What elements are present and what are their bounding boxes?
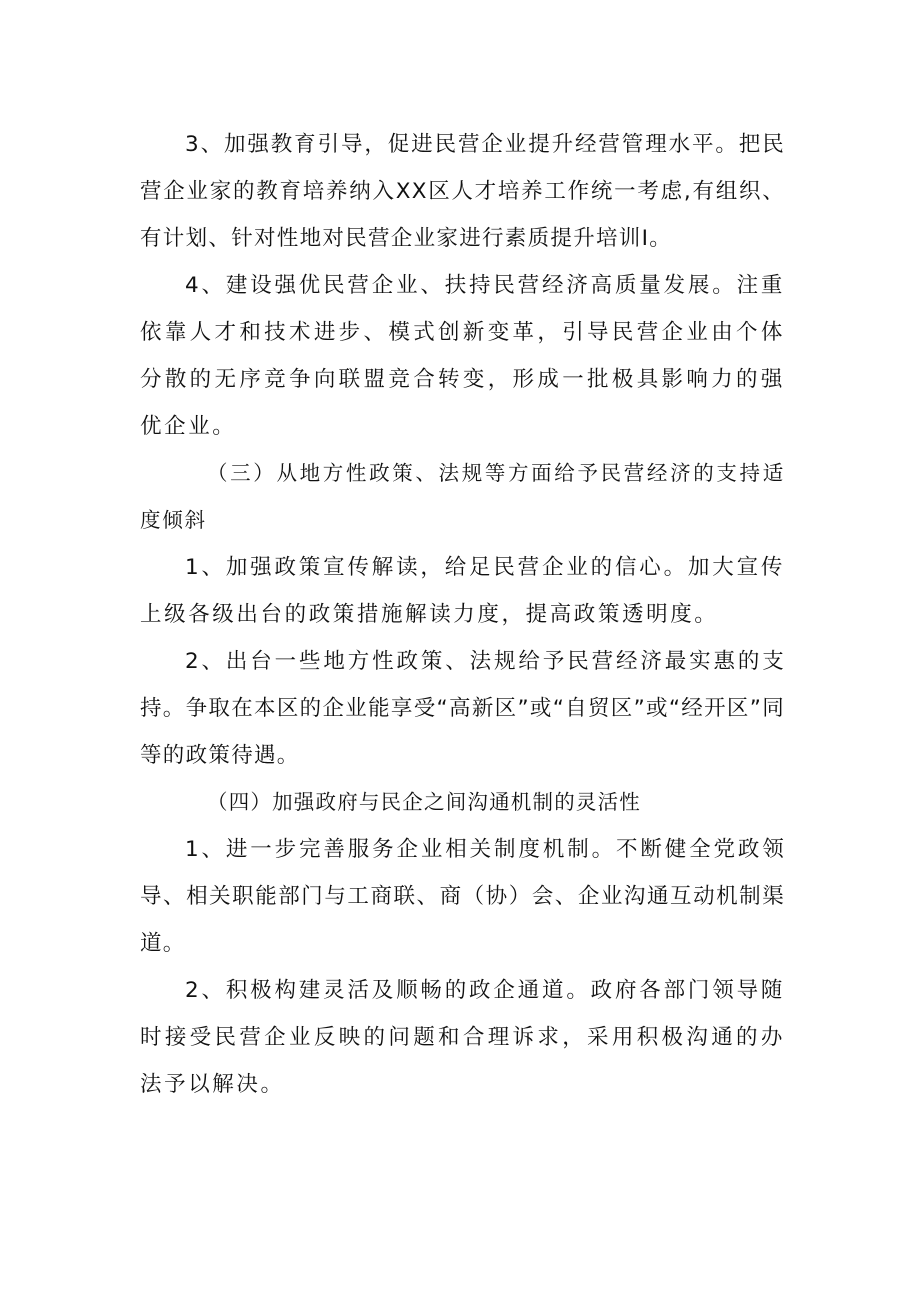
paragraph-education-guidance: 3、加强教育引导，促进民营企业提升经营管理水平。把民营企业家的教育培养纳入XX区人才培养工作统一考虑,有组织、有计划、针对性地对民营企业家进行素质提升培训I。 [140,132,785,251]
document-page [140,121,785,1108]
paragraph-strong-enterprises: 4、建设强优民营企业、扶持民营经济高质量发展。注重依靠人才和技术进步、模式创新变革，引导民营企业由个体分散的无序竞争向联盟竞合转变，形成一批极具影响力的强优企业。 [140,273,785,439]
paragraph-government-channel: 2、积极构建灵活及顺畅的政企通道。政府各部门领导随时接受民营企业反映的问题和合理诉求，采用积极沟通的办法予以解决。 [140,978,785,1097]
section-heading-local-policy: （三）从地方性政策、法规等方面给予民营经济的支持适度倾斜 [140,461,785,532]
paragraph-local-regulations: 2、出台一些地方性政策、法规给予民营经济最实惠的支持。争取在本区的企业能享受“高新区”或“自贸区”或“经开区”同等的政策待遇。 [140,649,785,768]
paragraph-policy-promotion: 1、加强政策宣传解读，给足民营企业的信心。加大宣传上级各级出台的政策措施解读力度，提高政策透明度。 [140,555,785,627]
paragraph-service-mechanism: 1、进一步完善服务企业相关制度机制。不断健全党政领导、相关职能部门与工商联、商（协）会、企业沟通互动机制渠道。 [140,837,785,956]
section-heading-communication: （四）加强政府与民企之间沟通机制的灵活性 [207,790,641,814]
